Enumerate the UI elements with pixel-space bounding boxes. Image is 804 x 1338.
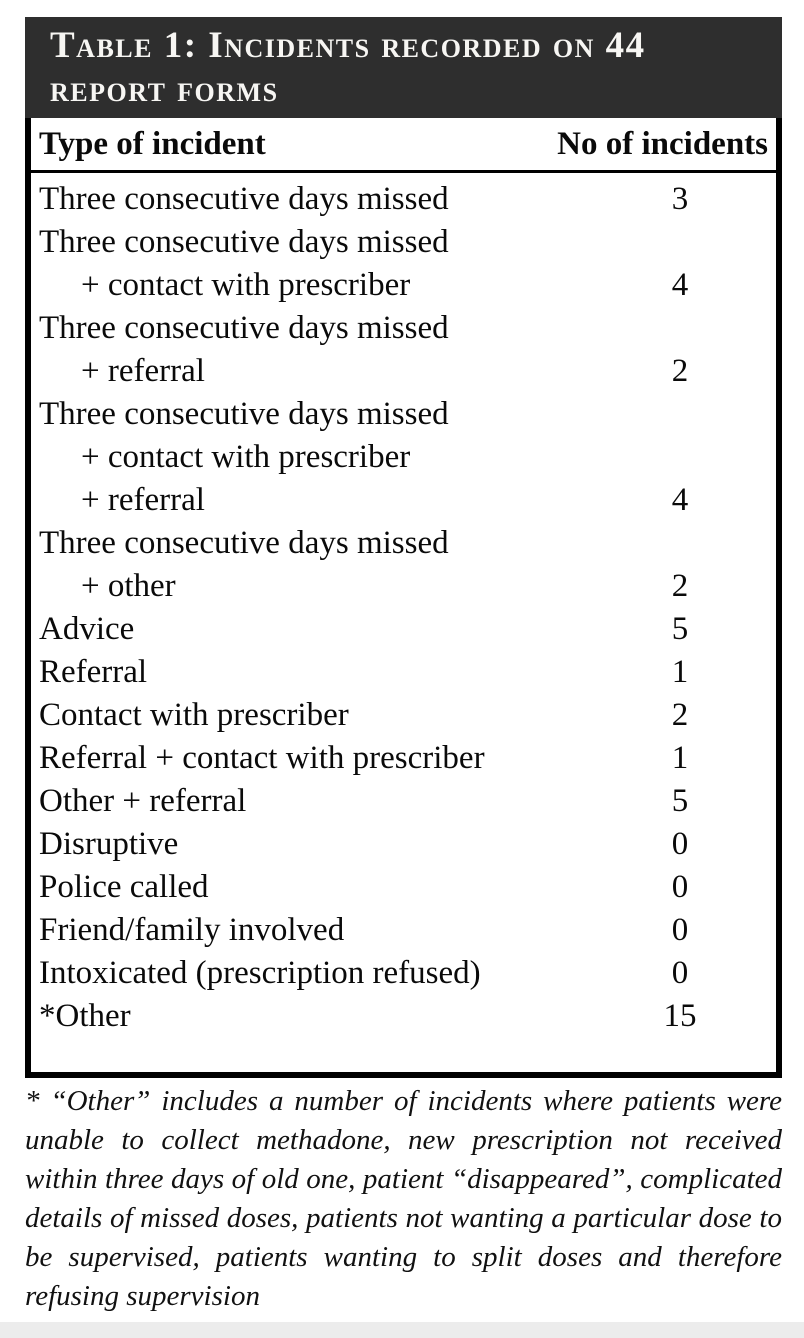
table-row: [31, 522, 776, 608]
incident-type-cell: [31, 608, 620, 651]
table-title-line2: report forms: [50, 69, 279, 110]
incident-line: Intoxicated (prescription refused): [39, 955, 481, 991]
incident-line: + other: [81, 568, 176, 604]
incident-line: + contact with prescriber: [81, 439, 411, 475]
table-body: [31, 173, 776, 1038]
incident-count-cell: 3: [671, 181, 689, 217]
table-row: [31, 178, 776, 221]
incident-line: Police called: [39, 869, 209, 905]
table-row: [31, 909, 776, 952]
table-row: [31, 952, 776, 995]
incident-type-cell: [31, 178, 620, 221]
incident-line: Three consecutive days missed: [39, 396, 449, 432]
incident-line: + referral: [81, 482, 205, 518]
table-row: [31, 307, 776, 393]
incident-type-cell: [31, 952, 620, 995]
incident-count-cell: 5: [671, 783, 689, 819]
table-footnote: * “Other” includes a number of incidents where patients were unable to collect methadone, new prescription not received within three days of old one, patient “disappeared”, complicated details of missed doses, patients not wanting a particular dose to be supervised, patients wanting to split doses and therefore refusing supervision: [25, 1085, 782, 1312]
incident-count-cell: 1: [671, 654, 689, 690]
incident-line: Referral + contact with prescriber: [39, 740, 485, 776]
table-row: [31, 393, 776, 522]
incident-line: Three consecutive days missed: [39, 181, 449, 217]
bottom-strip: [0, 1322, 804, 1338]
table-row: [31, 651, 776, 694]
incident-count-cell: 15: [663, 998, 697, 1034]
incident-type-cell: [31, 522, 620, 608]
incident-line: *Other: [39, 998, 131, 1034]
incident-type-cell: [31, 995, 620, 1038]
incident-count-cell: 2: [671, 697, 689, 733]
incident-line: Referral: [39, 654, 148, 690]
incident-line: + referral: [81, 353, 205, 389]
incident-type-cell: [31, 866, 620, 909]
incident-type-cell: [31, 780, 620, 823]
incident-line: Three consecutive days missed: [39, 525, 449, 561]
incident-type-cell: [31, 909, 620, 952]
column-header-type-of-incident: Type of incident: [39, 125, 266, 162]
incident-line: Contact with prescriber: [39, 697, 349, 733]
incidents-table: [25, 118, 782, 1078]
table-row: [31, 866, 776, 909]
incident-line: Friend/family involved: [39, 912, 345, 948]
table-row: [31, 823, 776, 866]
incident-count-cell: 0: [671, 826, 689, 862]
table-title-bar: [25, 17, 782, 118]
table-row: [31, 737, 776, 780]
table-header-row: [31, 118, 776, 173]
incident-type-cell: [31, 823, 620, 866]
incident-count-cell: 5: [671, 611, 689, 647]
incident-line: Other + referral: [39, 783, 247, 819]
incident-type-cell: [31, 307, 620, 393]
incident-line: + contact with prescriber: [81, 267, 411, 303]
incident-type-cell: [31, 651, 620, 694]
incident-type-cell: [31, 694, 620, 737]
incident-count-cell: 2: [671, 353, 689, 389]
incident-type-cell: [31, 221, 620, 307]
table-title-line1: Table 1: Incidents recorded on 44: [50, 25, 646, 66]
incident-count-cell: 0: [671, 869, 689, 905]
incident-line: Advice: [39, 611, 135, 647]
incident-count-cell: 1: [671, 740, 689, 776]
table-row: [31, 694, 776, 737]
incident-type-cell: [31, 393, 620, 522]
column-header-no-of-incidents: No of incidents: [557, 125, 768, 162]
incident-count-cell: 0: [671, 912, 689, 948]
incident-count-cell: 4: [671, 482, 689, 518]
incident-line: Three consecutive days missed: [39, 310, 449, 346]
incident-type-cell: [31, 737, 620, 780]
incident-line: Disruptive: [39, 826, 179, 862]
incident-count-cell: 2: [671, 568, 689, 604]
table-row: [31, 608, 776, 651]
incident-count-cell: 0: [671, 955, 689, 991]
table-row: [31, 221, 776, 307]
incident-count-cell: 4: [671, 267, 689, 303]
incident-line: Three consecutive days missed: [39, 224, 449, 260]
table-row: [31, 780, 776, 823]
table-row: [31, 995, 776, 1038]
